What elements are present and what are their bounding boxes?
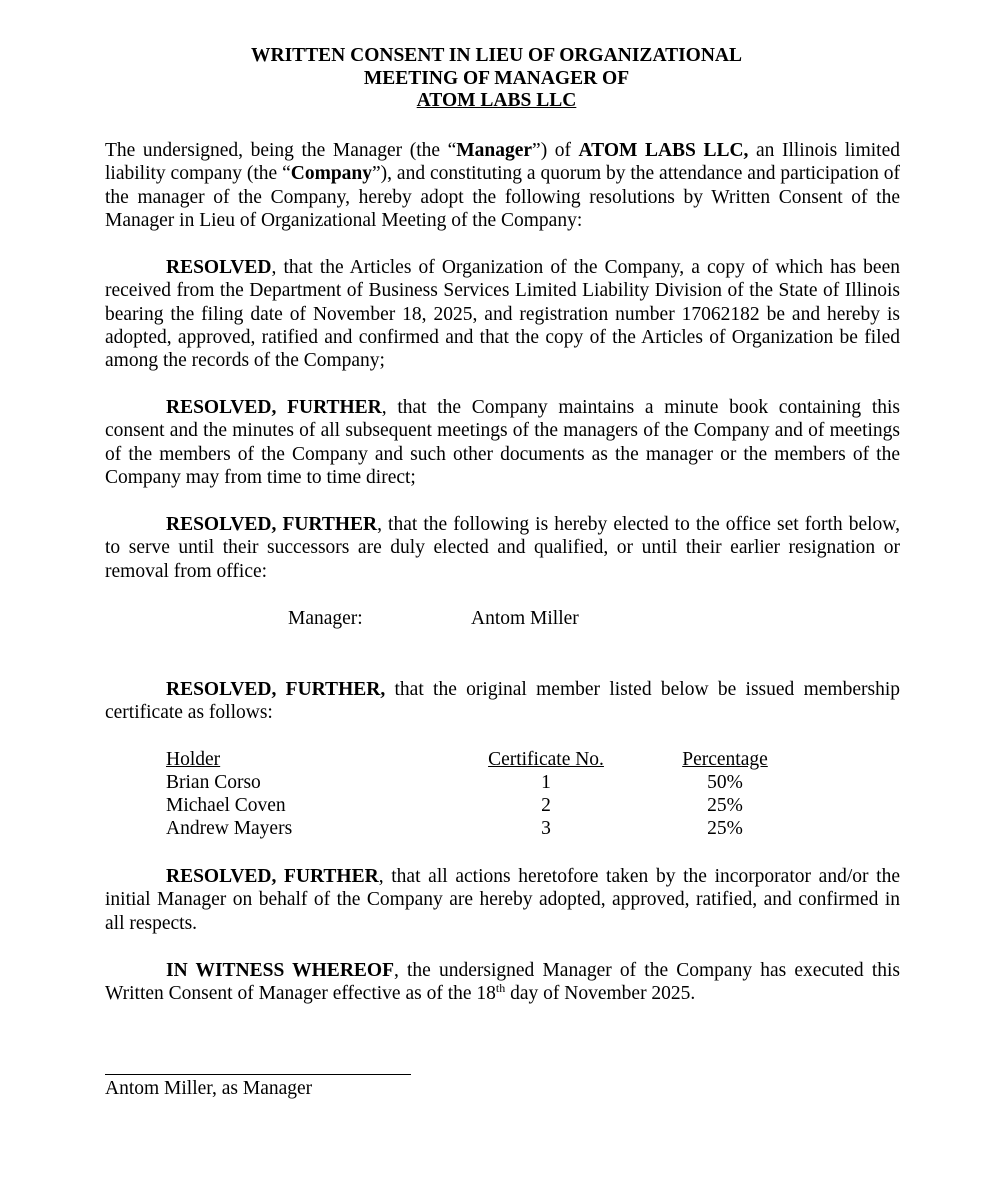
table-row-holder: Andrew Mayers — [166, 818, 293, 839]
signature-line — [105, 1074, 411, 1075]
officer-name: Antom Miller — [471, 608, 579, 629]
table-header-percentage: Percentage — [682, 749, 768, 770]
title-line-1: WRITTEN CONSENT IN LIEU OF ORGANIZATIONAL — [250, 45, 743, 66]
witness-paragraph — [105, 959, 900, 1006]
resolution-4-text: that the original member listed below be issued membership certificate as follows: — [105, 679, 900, 724]
intro-text-4: ”), and constituting a quorum by the attendance and participation of the manager of the Company, hereby adopt the following resolutions by Written Consent of the Manager in Lieu of Organizational Meeting of the Company: — [105, 163, 900, 231]
intro-text-3: an Illinois limited liability company (the “ — [105, 140, 900, 185]
document-title — [0, 45, 993, 113]
resolution-1 — [105, 256, 900, 372]
resolution-4-lead: RESOLVED, FURTHER, — [166, 679, 386, 700]
intro-text-1: The undersigned, being the Manager (the “ — [105, 140, 457, 161]
intro-text-2: ”) of — [532, 140, 579, 161]
intro-manager-term: Manager — [456, 140, 533, 161]
witness-text-1: , the undersigned Manager of the Company has executed this Written Consent of Manager effective as of the 18 — [105, 960, 900, 1005]
resolution-5-lead: RESOLVED, FURTHER — [166, 866, 379, 887]
title-line-3: ATOM LABS LLC — [416, 90, 577, 111]
table-row-percentage: 50% — [707, 772, 743, 793]
intro-paragraph — [105, 139, 900, 232]
table-row-holder: Michael Coven — [166, 795, 286, 816]
signature-label: Antom Miller, as Manager — [105, 1078, 313, 1099]
intro-company-term: Company — [290, 163, 373, 185]
table-row-percentage: 25% — [707, 795, 743, 816]
title-line-2: MEETING OF MANAGER OF — [363, 67, 630, 89]
resolution-5 — [105, 865, 900, 935]
table-row-certificate: 1 — [541, 772, 551, 793]
resolution-2 — [105, 396, 900, 489]
table-header-certificate: Certificate No. — [488, 749, 604, 770]
resolution-1-lead: RESOLVED — [166, 257, 272, 278]
table-row-certificate: 3 — [541, 818, 551, 839]
table-header-holder: Holder — [166, 749, 221, 770]
witness-lead: IN WITNESS WHEREOF — [166, 960, 394, 981]
resolution-3-lead: RESOLVED, FURTHER — [166, 514, 378, 535]
table-row-holder: Brian Corso — [166, 772, 261, 793]
table-row-percentage: 25% — [707, 818, 743, 839]
resolution-4 — [105, 678, 900, 725]
intro-company-name: ATOM LABS LLC, — [578, 140, 749, 161]
table-row-certificate: 2 — [541, 795, 551, 816]
resolution-3-text: , that the following is hereby elected to the office set forth below, to serve until their successors are duly elected and qualified, or until their earlier resignation or removal from office: — [105, 514, 900, 582]
officer-role: Manager: — [288, 608, 363, 629]
resolution-2-text: , that the Company maintains a minute book containing this consent and the minutes of all subsequent meetings of the managers of the Company and of meetings of the members of the Company and such other documents as the manager or the members of the Company may from time to time direct; — [105, 397, 900, 488]
witness-ordinal-suffix: th — [495, 981, 506, 996]
resolution-1-text: , that the Articles of Organization of the Company, a copy of which has been received from the Department of Business Services Limited Liability Division of the State of Illinois bearing the filing date of November 18, 2025, and registration number 17062182 be and hereby is adopted, approved, ratified and confirmed and that the copy of the Articles of Organization be filed among the records of the Company; — [105, 257, 900, 372]
resolution-5-text: , that all actions heretofore taken by the incorporator and/or the initial Manager on behalf of the Company are hereby adopted, approved, ratified, and confirmed in all respects. — [105, 866, 900, 934]
resolution-2-lead: RESOLVED, FURTHER — [166, 397, 382, 418]
witness-text-2: day of November 2025. — [505, 983, 696, 1005]
resolution-3 — [105, 513, 900, 583]
